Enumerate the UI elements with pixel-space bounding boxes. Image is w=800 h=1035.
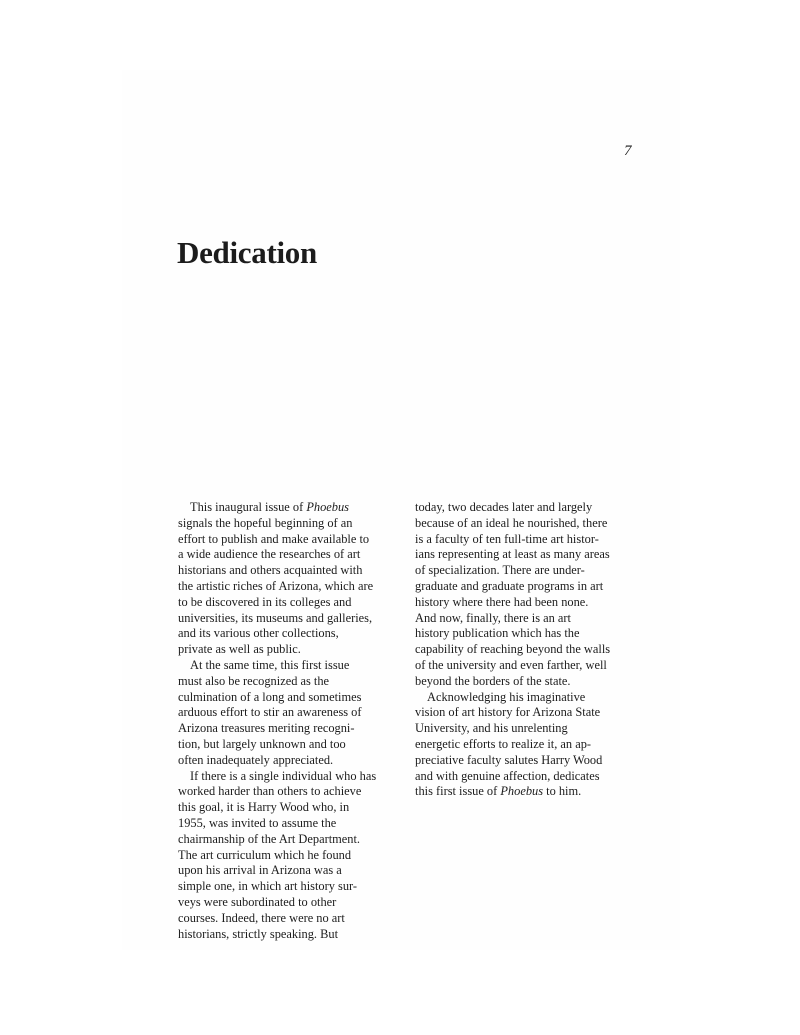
- text-line-content: historians and others acquainted with: [178, 563, 363, 578]
- text-line: [178, 800, 376, 816]
- text-line: [178, 674, 376, 690]
- text-line-content: worked harder than others to achieve: [178, 784, 362, 799]
- text-line-content: universities, its museums and galleries,: [178, 610, 373, 625]
- text-line-content: This inaugural issue of: [190, 500, 307, 514]
- text-line: [415, 611, 610, 627]
- text-line-content: historians, strictly speaking. But: [178, 926, 339, 941]
- text-line: [415, 547, 610, 563]
- page-number: 7: [624, 143, 632, 159]
- text-line-content: effort to publish and make available to: [178, 531, 370, 546]
- text-line: [178, 626, 376, 642]
- text-line: [178, 895, 376, 911]
- text-line-content: today, two decades later and largely: [415, 500, 593, 514]
- text-line: [178, 642, 376, 658]
- text-line: [178, 500, 376, 516]
- text-line: [178, 690, 376, 706]
- text-line-content: must also be recognized as the: [178, 673, 330, 688]
- text-line-content: 1955, was invited to assume the: [178, 815, 337, 830]
- text-line: [415, 516, 610, 532]
- text-line: [178, 769, 376, 785]
- text-line: [415, 563, 610, 579]
- text-line: [178, 705, 376, 721]
- text-line-content: Arizona treasures meriting recogni-: [178, 721, 355, 736]
- text-line: [178, 753, 376, 769]
- text-line: [415, 769, 610, 785]
- text-line: [178, 927, 376, 943]
- text-line-content: arduous effort to stir an awareness of: [178, 705, 362, 720]
- text-line: [178, 579, 376, 595]
- text-line-content: ians representing at least as many areas: [415, 547, 610, 562]
- text-line-content: upon his arrival in Arizona was a: [178, 863, 342, 878]
- text-line-content: simple one, in which art history sur-: [178, 879, 358, 894]
- text-line-content: vision of art history for Arizona State: [415, 705, 601, 720]
- left-text-column: [178, 500, 376, 942]
- text-line: [178, 848, 376, 864]
- text-line: [415, 721, 610, 737]
- text-line-content: veys were subordinated to other: [178, 894, 337, 909]
- text-line: [178, 532, 376, 548]
- text-line: [415, 705, 610, 721]
- text-line: [415, 532, 610, 548]
- text-line-content: history where there had been none.: [415, 594, 589, 609]
- text-line-content: of the university and even farther, well: [415, 657, 607, 672]
- text-line-content: often inadequately appreciated.: [178, 752, 334, 767]
- text-line-content: graduate and graduate programs in art: [415, 578, 604, 593]
- text-line-content: this first issue of: [415, 784, 501, 799]
- text-line: [178, 721, 376, 737]
- text-line: [178, 863, 376, 879]
- text-line-content: beyond the borders of the state.: [415, 673, 571, 688]
- text-line: [178, 816, 376, 832]
- text-line-content: culmination of a long and sometimes: [178, 689, 362, 704]
- text-line: [178, 879, 376, 895]
- text-line: [415, 579, 610, 595]
- text-line-content: this goal, it is Harry Wood who, in: [178, 800, 350, 815]
- text-line: [415, 642, 610, 658]
- text-line-content: tion, but largely unknown and too: [178, 736, 346, 751]
- text-line: [178, 911, 376, 927]
- italic-title: Phoebus: [306, 500, 349, 514]
- text-line-content: University, and his unrelenting: [415, 721, 568, 736]
- page-title: Dedication: [177, 235, 317, 270]
- text-line-content: And now, finally, there is an art: [415, 610, 571, 625]
- text-line: [415, 737, 610, 753]
- text-line: [415, 753, 610, 769]
- text-line: [178, 563, 376, 579]
- right-text-column: [415, 500, 610, 800]
- text-line-content: The art curriculum which he found: [178, 847, 352, 862]
- text-line: [178, 516, 376, 532]
- text-line-content: a wide audience the researches of art: [178, 547, 361, 562]
- text-line-content: is a faculty of ten full-time art histor-: [415, 531, 599, 546]
- text-line: [415, 626, 610, 642]
- text-line-content: to be discovered in its colleges and: [178, 594, 352, 609]
- text-line-content: and its various other collections,: [178, 626, 339, 641]
- text-line-content: private as well as public.: [178, 642, 301, 657]
- text-line: [178, 784, 376, 800]
- text-line-content: chairmanship of the Art Department.: [178, 831, 361, 846]
- text-line: [178, 611, 376, 627]
- text-line: [178, 547, 376, 563]
- text-line-content: At the same time, this first issue: [190, 657, 350, 672]
- text-line-content: capability of reaching beyond the walls: [415, 642, 611, 657]
- text-line-content: of specialization. There are under-: [415, 563, 585, 578]
- text-line: [415, 658, 610, 674]
- text-line-content: courses. Indeed, there were no art: [178, 910, 345, 925]
- italic-title: Phoebus: [500, 784, 544, 799]
- text-line: [415, 674, 610, 690]
- text-line: [178, 737, 376, 753]
- text-line: [415, 595, 610, 611]
- text-line: [415, 784, 610, 800]
- text-line: [415, 500, 610, 516]
- text-line-content: and with genuine affection, dedicates: [415, 768, 600, 783]
- text-line-content: energetic efforts to realize it, an ap-: [415, 736, 592, 751]
- text-line-content: Acknowledging his imaginative: [427, 689, 586, 704]
- text-line: [178, 832, 376, 848]
- text-line-content: If there is a single individual who has: [190, 768, 377, 783]
- text-line-continuation: to him.: [543, 784, 582, 799]
- text-line-content: preciative faculty salutes Harry Wood: [415, 752, 603, 767]
- text-line: [178, 658, 376, 674]
- text-line: [178, 595, 376, 611]
- text-line-content: because of an ideal he nourished, there: [415, 515, 608, 530]
- text-line-content: the artistic riches of Arizona, which are: [178, 578, 374, 593]
- text-line-content: history publication which has the: [415, 626, 580, 641]
- text-line-content: signals the hopeful beginning of an: [178, 515, 353, 530]
- text-line: [415, 690, 610, 706]
